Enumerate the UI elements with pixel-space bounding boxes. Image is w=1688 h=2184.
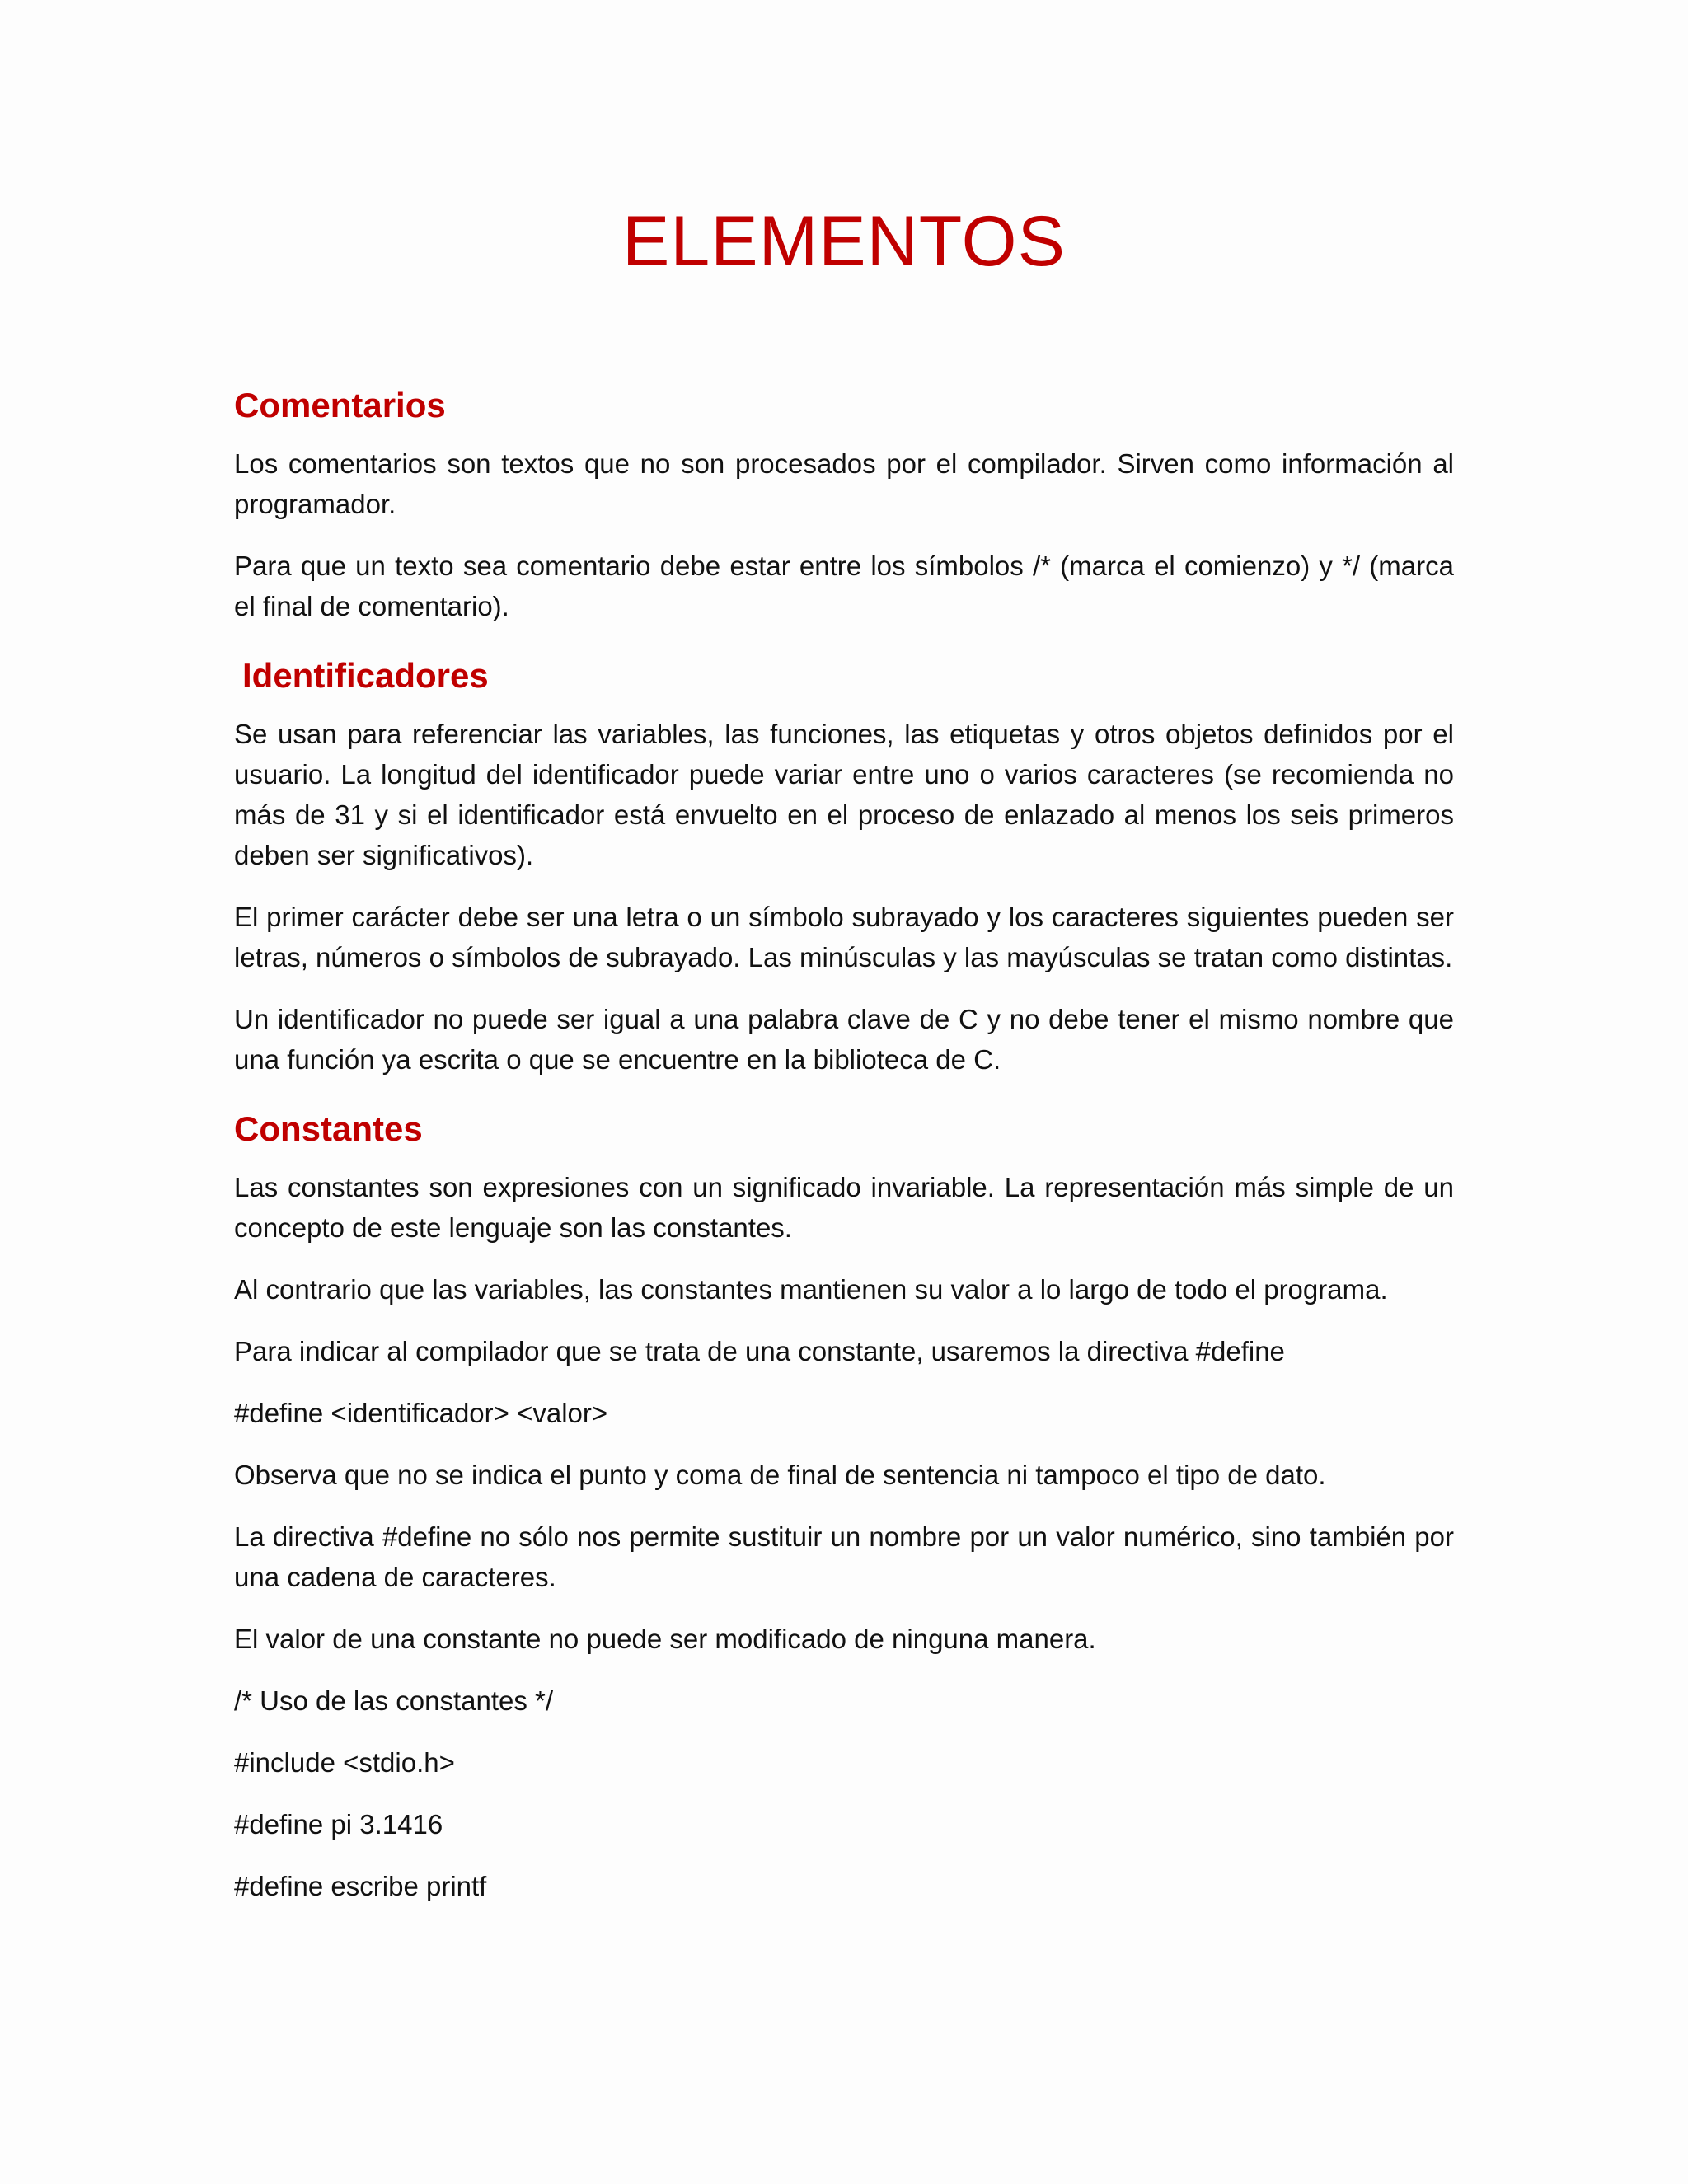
code-line: #define <identificador> <valor>: [234, 1398, 608, 1428]
section-comentarios: [234, 377, 1454, 626]
code-line: #define pi 3.1416: [234, 1809, 443, 1840]
paragraph: El primer carácter debe ser una letra o un símbolo subrayado y los caracteres siguientes pueden ser letras, números o símbolos de subrayado. Las minúsculas y las mayúsculas se tratan como distintas.: [234, 902, 1454, 972]
page-title: ELEMENTOS: [622, 202, 1066, 281]
code-line: #define escribe printf: [234, 1871, 487, 1901]
paragraph: La directiva #define no sólo nos permite sustituir un nombre por un valor numérico, sino también por una cadena de caracteres.: [234, 1521, 1454, 1592]
paragraph: Al contrario que las variables, las constantes mantienen su valor a lo largo de todo el programa.: [234, 1274, 1388, 1305]
code-line: #include <stdio.h>: [234, 1747, 455, 1778]
paragraph: El valor de una constante no puede ser modificado de ninguna manera.: [234, 1624, 1096, 1654]
code-line: /* Uso de las constantes */: [234, 1685, 554, 1716]
paragraph: Observa que no se indica el punto y coma de final de sentencia ni tampoco el tipo de dato.: [234, 1460, 1326, 1490]
section-constantes: [234, 1101, 1454, 1906]
paragraph: Se usan para referenciar las variables, las funciones, las etiquetas y otros objetos definidos por el usuario. La longitud del identificador puede variar entre uno o varios caracteres (se recomienda no más de 31 y si el identificador está envuelto en el proceso de enlazado al menos los seis primeros deben ser significativos).: [234, 719, 1454, 870]
section-heading-constantes: Constantes: [234, 1109, 423, 1148]
document-body: [234, 377, 1454, 1928]
paragraph: Un identificador no puede ser igual a una palabra clave de C y no debe tener el mismo nombre que una función ya escrita o que se encuentre en la biblioteca de C.: [234, 1004, 1454, 1075]
paragraph: Los comentarios son textos que no son procesados por el compilador. Sirven como información al programador.: [234, 448, 1454, 519]
paragraph: Para indicar al compilador que se trata de una constante, usaremos la directiva #define: [234, 1336, 1285, 1366]
section-heading-identificadores: Identificadores: [242, 656, 489, 695]
paragraph: Las constantes son expresiones con un significado invariable. La representación más simple de un concepto de este lenguaje son las constantes.: [234, 1172, 1454, 1243]
section-identificadores: [234, 648, 1454, 1080]
section-heading-comentarios: Comentarios: [234, 386, 446, 424]
paragraph: Para que un texto sea comentario debe estar entre los símbolos /* (marca el comienzo) y */ (marca el final de comentario).: [234, 551, 1454, 621]
